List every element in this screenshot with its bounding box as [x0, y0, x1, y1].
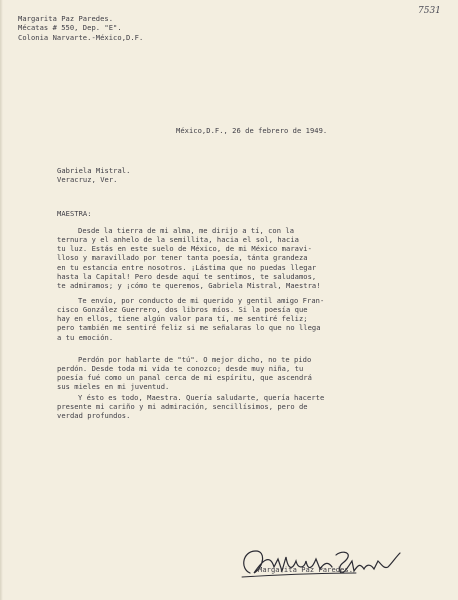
paragraph-4: [78, 393, 324, 402]
paragraph-line: en tu estancia entre nosotros. ¡Lástima que no puedas llegar: [57, 262, 317, 272]
paragraph-line: hay en ellos, tiene algún valor para tí, me sentiré feliz;: [57, 314, 308, 324]
typed-signature: Margarita Paz Paredes.: [258, 565, 354, 574]
recipient-address: [57, 166, 130, 184]
archive-mark: 7531: [418, 6, 441, 16]
sender-colonia: Colonia Narvarte.-México,D.F.: [18, 32, 144, 42]
paragraph-line: hasta la Capital! Pero desde aquí te sentimos, te saludamos,: [57, 271, 317, 281]
paragraph-4-body: [57, 402, 308, 420]
paragraph-line: te admiramos; y ¡cómo te queremos, Gabriela Mistral, Maestra!: [57, 281, 321, 291]
paragraph-1: [78, 226, 294, 235]
page-edge-shadow: [0, 0, 3, 600]
paragraph-line: lloso y maravillado por tener tanta poesía, tánta grandeza: [57, 253, 308, 263]
paragraph-3-body: [57, 364, 312, 392]
paragraph-3: [78, 355, 311, 364]
paragraph-line: verdad profundos.: [57, 411, 131, 421]
date-line: México,D.F., 26 de febrero de 1949.: [176, 126, 328, 135]
sender-street: Mécatas # 550, Dep. "E".: [18, 23, 122, 33]
paragraph-line: sus mieles en mi juventud.: [57, 382, 170, 392]
paragraph-line: pero también me sentiré feliz si me señalaras lo que no llega: [57, 323, 321, 333]
paragraph-line: poesía fué como un panal cerca de mi espíritu, que ascendrá: [57, 373, 312, 383]
paragraph-line: cisco González Guerrero, dos libros míos. Si la poesía que: [57, 305, 308, 314]
paragraph-2-body: [57, 305, 321, 342]
paragraph-line: Y ésto es todo, Maestra. Quería saludarte, quería hacerte: [78, 393, 325, 402]
recipient-name: Gabriela Mistral.: [57, 166, 131, 175]
recipient-city: Veracruz, Ver.: [57, 175, 118, 185]
paragraph-line: Perdón por hablarte de "tú". O mejor dicho, no te pido: [78, 355, 312, 364]
paragraph-line: Desde la tierra de mi alma, me dirijo a tí, con la: [78, 226, 295, 235]
sender-address: [18, 14, 143, 42]
paragraph-line: a tu emoción.: [57, 332, 114, 342]
paragraph-line: perdón. Desde toda mi vida te conozco; desde muy niña, tu: [57, 364, 304, 373]
paragraph-line: Te envío, por conducto de mi querido y gentil amigo Fran-: [78, 296, 325, 305]
salutation: MAESTRA:: [57, 209, 92, 218]
paragraph-1-body: [57, 235, 321, 290]
paragraph-2: [78, 296, 324, 305]
sender-name: Margarita Paz Paredes.: [18, 14, 114, 23]
paragraph-line: ternura y el anhelo de la semillita, hacia el sol, hacia: [57, 235, 299, 244]
paragraph-line: presente mi cariño y mi admiración, sencillísimos, pero de: [57, 402, 308, 411]
paragraph-line: tu luz. Estás en este suelo de México, de mi México maravi-: [57, 244, 312, 254]
